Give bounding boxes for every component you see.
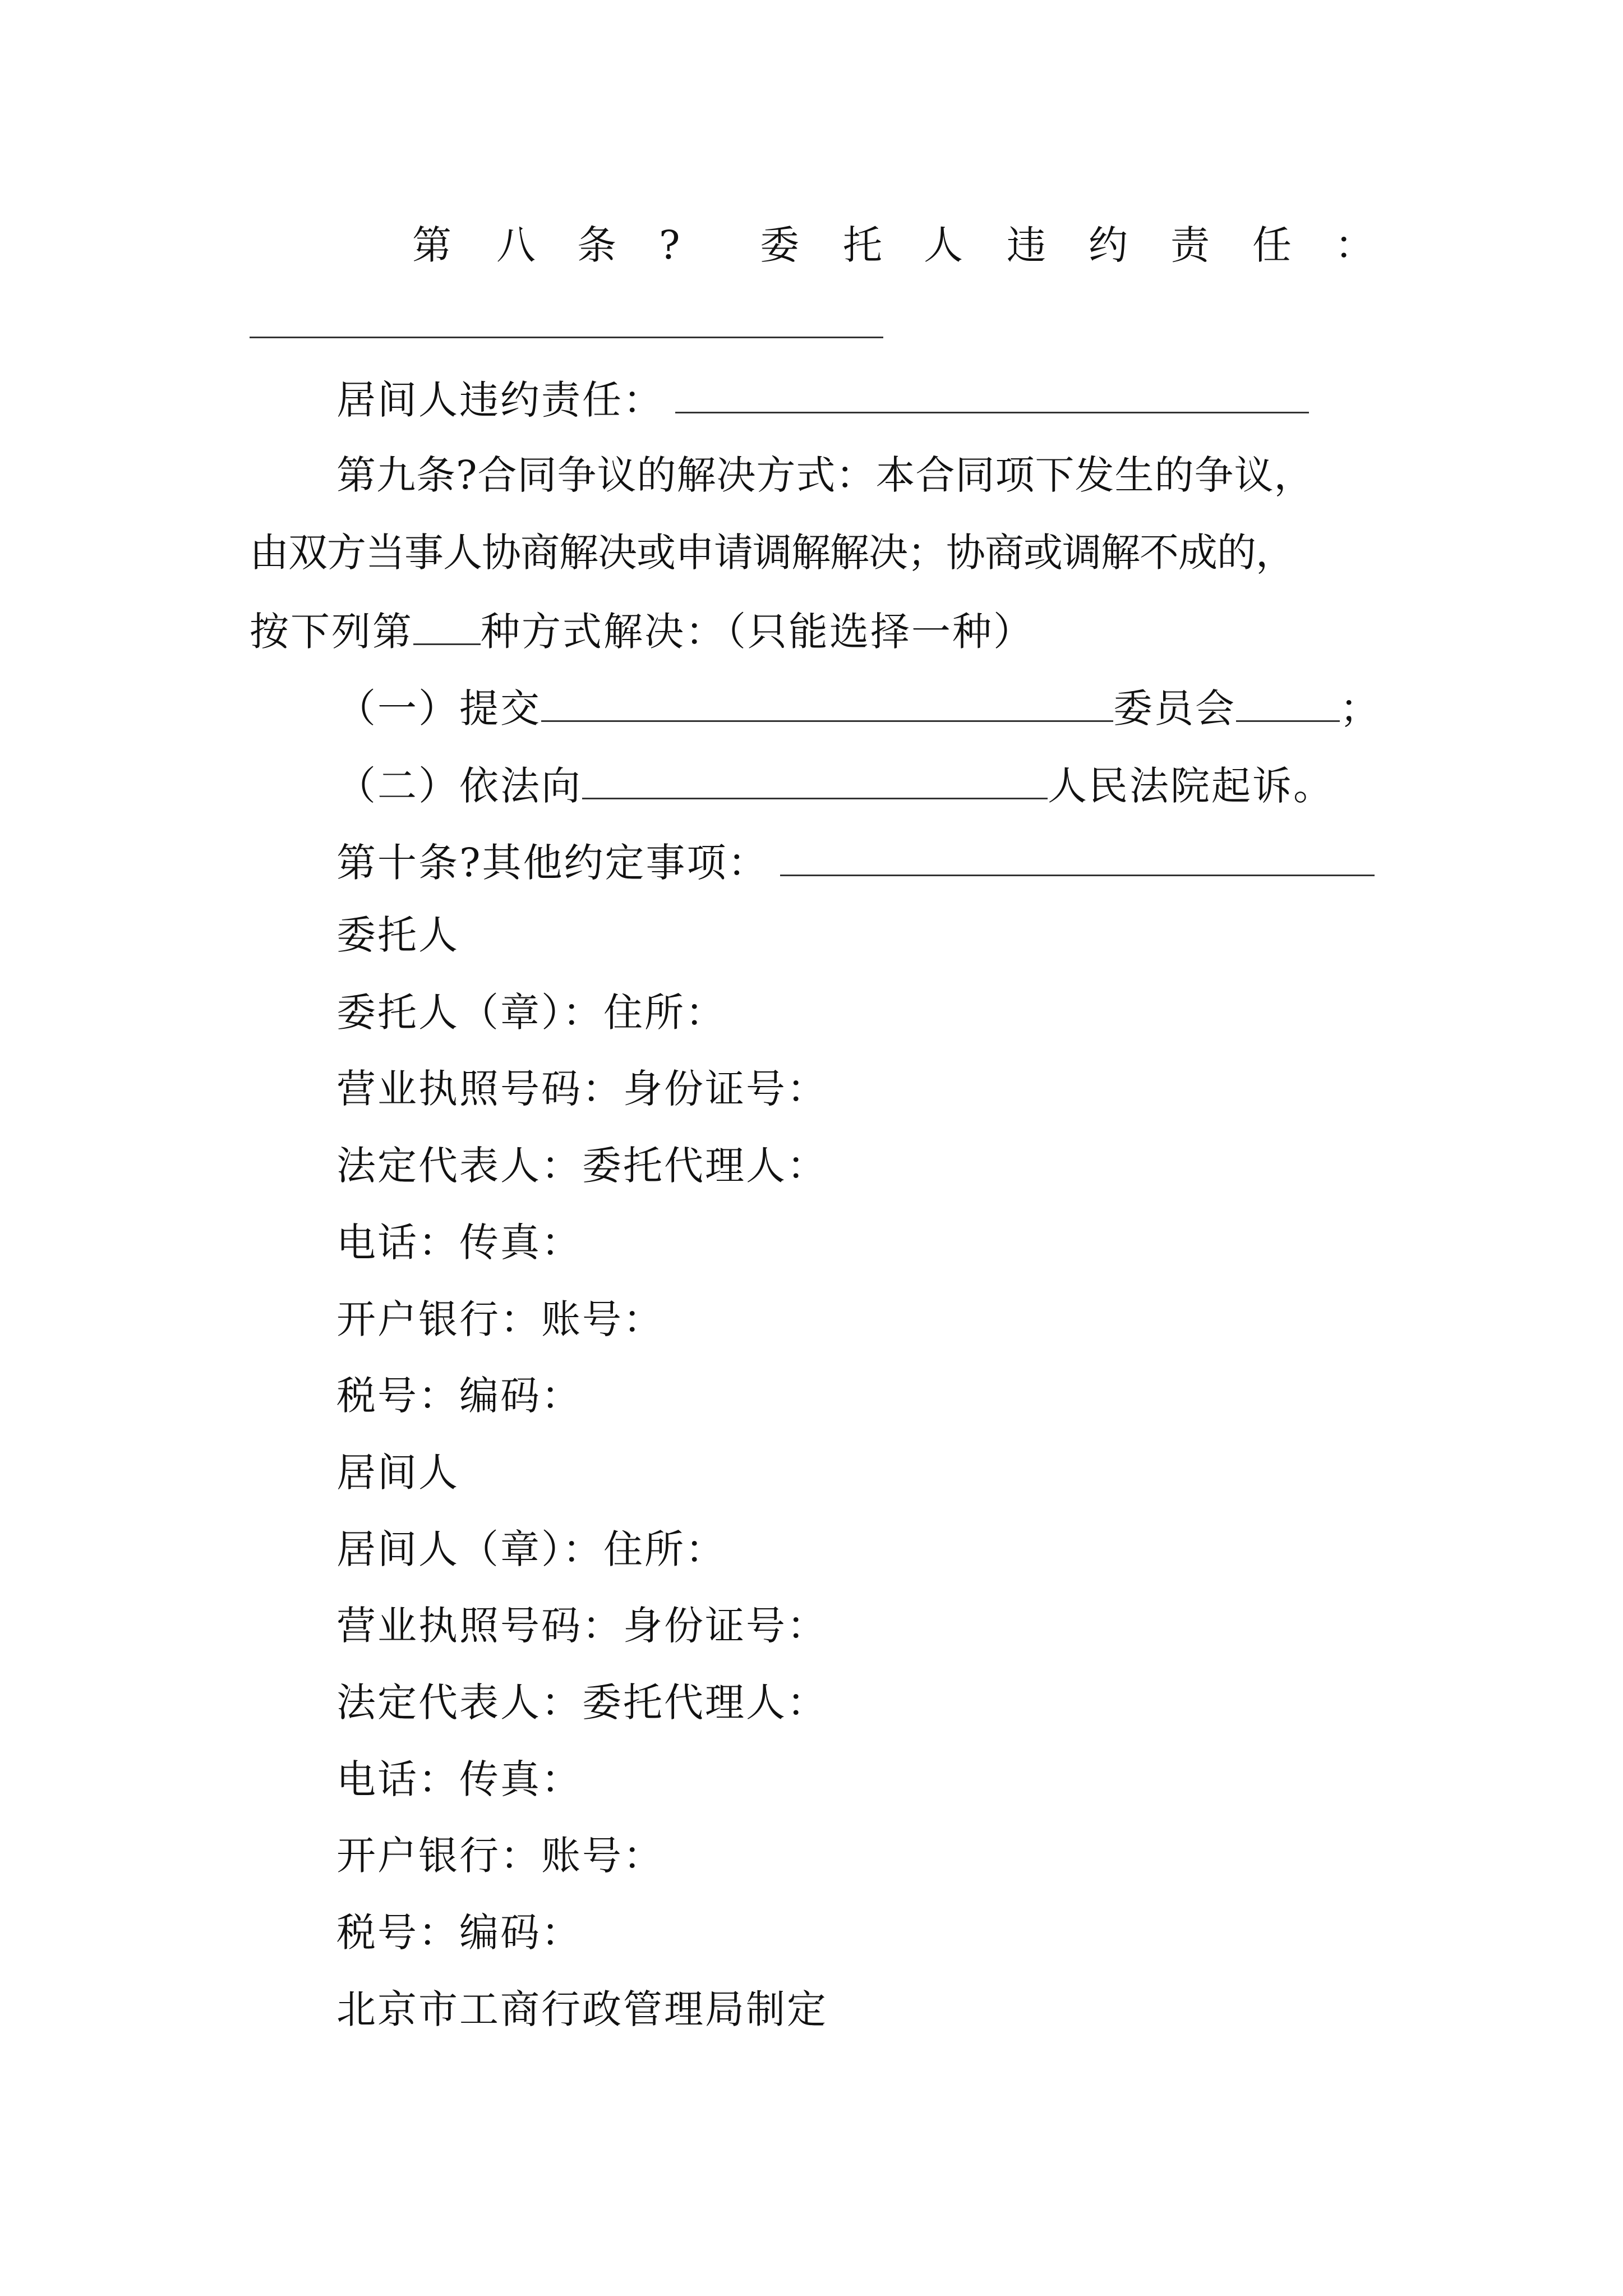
intermediary-liability-line [336, 377, 1309, 423]
title-char: 条 [577, 222, 616, 268]
principal-rep-agent: 法定代表人：委托代理人： [336, 1143, 828, 1189]
issuer-line: 北京市工商行政管理局制定 [336, 1986, 828, 2032]
article-9-line-2: 由双方当事人协商解决或申请调解解决；协商或调解不成的， [250, 530, 1294, 576]
option-2-line [336, 763, 1334, 809]
principal-license-id: 营业执照号码：身份证号： [336, 1066, 828, 1112]
principal-bank-account: 开户银行：账号： [336, 1296, 664, 1342]
principal-seal-address: 委托人（章）：住所： [336, 990, 726, 1036]
intermediary-rep-agent: 法定代表人：委托代理人： [336, 1680, 828, 1726]
title-char: 托 [843, 222, 882, 268]
intermediary-tax-code: 税号：编码： [336, 1910, 582, 1955]
arbitration-suffix-blank [1236, 685, 1340, 722]
intermediary-phone-fax: 电话：传真： [336, 1756, 582, 1802]
title-char: 违 [1007, 222, 1046, 268]
intermediary-license-id: 营业执照号码：身份证号： [336, 1603, 828, 1649]
article-10-line [336, 840, 1375, 886]
arbitration-name-blank [541, 685, 1113, 722]
principal-liability-blank [250, 337, 883, 338]
option-2-post: 人民法院起诉。 [1048, 763, 1334, 809]
intermediary-liability-label: 居间人违约责任： [336, 377, 664, 423]
principal-phone-fax: 电话：传真： [336, 1220, 582, 1266]
article-9-line-1: 第九条?合同争议的解决方式：本合同项下发生的争议， [336, 452, 1314, 498]
option-1-pre: （一）提交 [336, 685, 541, 731]
title-char: ? [659, 222, 680, 268]
intermediary-liability-blank [675, 377, 1309, 413]
title-char: 委 [760, 222, 799, 268]
title-char: 约 [1089, 222, 1128, 268]
title-char: ： [1335, 222, 1374, 268]
option-1-mid: 委员会 [1113, 685, 1236, 731]
title-char: 任 [1252, 222, 1292, 268]
option-1-end: ； [1340, 685, 1381, 731]
title-char: 第 [412, 222, 451, 268]
title-char: 八 [496, 222, 536, 268]
intermediary-heading: 居间人 [336, 1450, 459, 1496]
principal-heading: 委托人 [336, 912, 459, 958]
principal-tax-code: 税号：编码： [336, 1373, 582, 1419]
option-1-line [336, 685, 1381, 731]
article-10-label: 第十条?其他约定事项： [336, 840, 769, 886]
title-char: 人 [924, 222, 963, 268]
intermediary-seal-address: 居间人（章）：住所： [336, 1526, 726, 1572]
intermediary-bank-account: 开户银行：账号： [336, 1833, 664, 1879]
court-name-blank [582, 763, 1048, 799]
option-2-pre: （二）依法向 [336, 763, 582, 809]
article-9-line-3-pre: 按下列第 [250, 609, 413, 655]
title-char: 责 [1170, 222, 1210, 268]
article-9-line-3-post: 种方式解决：（只能选择一种） [481, 609, 1034, 655]
article-9-line-3 [250, 609, 1034, 655]
method-choice-blank [413, 609, 481, 645]
other-matters-blank [780, 840, 1375, 876]
